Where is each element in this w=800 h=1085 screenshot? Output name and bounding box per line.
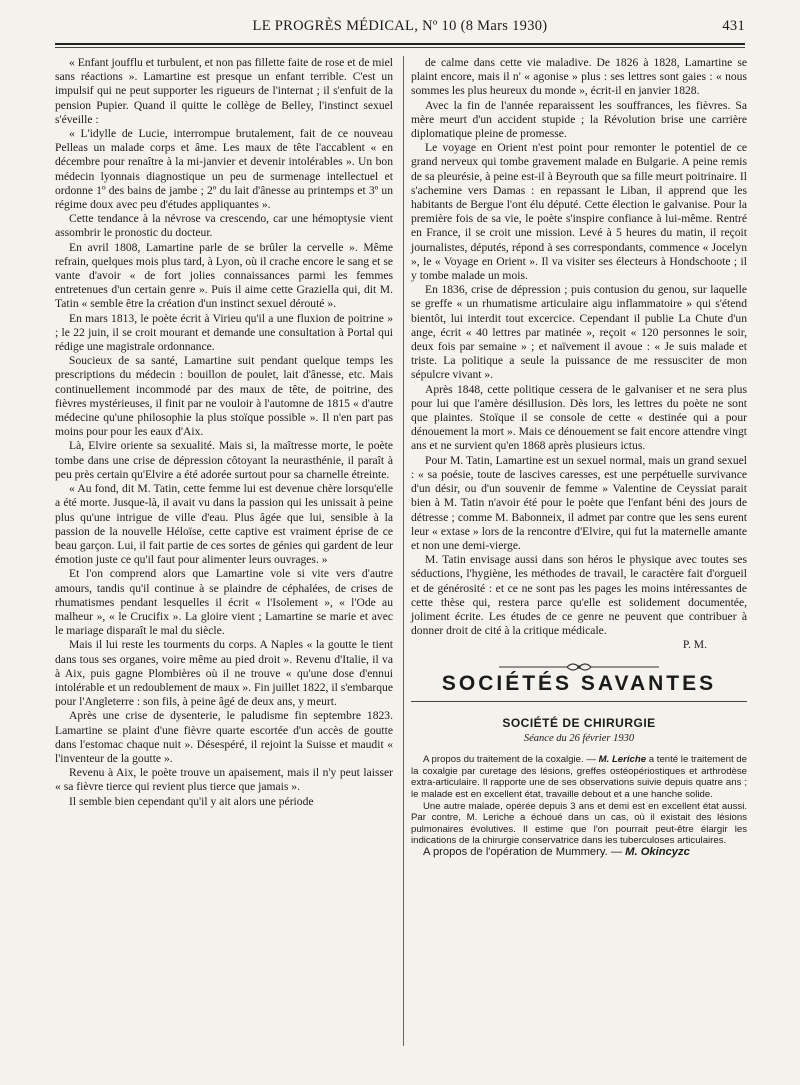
left-column	[55, 56, 393, 809]
paragraph: Après une crise de dysenterie, le paludisme fin septembre 1823. Lamartine se plaint d'une fièvre quarte escortée d'un accès de goutte dans l'estomac chaque nuit ». Désespéré, il rejoint la Suisse et maudit « l'inventeur de la goutte ».	[55, 709, 393, 765]
report-text: a tenté le traitement de la coxalgie par curetage des lésions, greffes ostéopériostiques et arthrodèse extra-articulaire. Il rapporte une de ses observations suivie depuis quatre ans ; le malade est en excellent état, travaille debout et a une hanche solide.	[411, 754, 747, 800]
paragraph: Et l'on comprend alors que Lamartine vole si vite vers d'autre amours, tandis qu'il continue à se plaindre de céphalées, de crises de rhumatismes pendant lesquelles il écrit « l'Isolement », « l'Ode au malheur », « le Crucifix ». La gloire vient ; Lamartine se marie et avec le mariage disparaît le mal du siècle.	[55, 567, 393, 638]
header-rule-thin	[55, 47, 745, 48]
author-signature: P. M.	[682, 638, 707, 652]
paragraph: « Enfant joufflu et turbulent, et non pas fillette faite de rose et de miel sans réactions ». Lamartine est presque un enfant terrible. C'est un impulsif qui ne peut supporter les rigueurs de l'internat ; il s'enfuit de la pension Pupier. Quand il quitte le collège de Belley, l'instinct sexuel s'éveille :	[55, 56, 393, 126]
paragraph: En mars 1813, le poète écrit à Virieu qu'il a une fluxion de poitrine » ; le 22 juin, il se croit mourant et demande une consultation à Portal qui rédige une magistrale ordonnance.	[55, 311, 393, 354]
paragraph: Le voyage en Orient n'est point pour remonter le potentiel de ce grand nerveux qui tombe gravement malade en Bulgarie. A peine remis de sa pleurésie, à peine est-il à Beyrouth que sa fille meurt poitrinaire. Il s'achemine vers Damas : en repassant le Liban, il apprend que les habitants de Bergue l'ont élu député. Cette élection le galvanise. Pour la première fois de sa vie, le poète s'inspire confiance à lui-même. Rentré en France, il se croit une mission. Levé à 5 heures du matin, il reçoit journalistes, députés, répond à ses correspondants, commence « Jocelyn », le « Voyage en Orient ». Il va visiter ses électeurs à Hondschoote ; il y tombe malade un mois.	[411, 141, 747, 283]
paragraph: En 1836, crise de dépression ; puis contusion du genou, sur laquelle se greffe « un rhumatisme articulaire aigu inflammatoire » qui s'étend bientôt, lui interdit tout excercice. Cependant il publie La Chute d'un ange, écrit « 40 lettres par matinée », reçoit « 120 personnes le soir, deux fois par semaine » ; et naïvement il avoue : « Je suis malade et triste. La politique a seule la puissance de me ressusciter de mon sépulcre vivant ».	[411, 283, 747, 382]
header-rule	[55, 43, 745, 45]
report-heading: A propos du traitement de la coxalgie. —	[423, 754, 596, 766]
section-rule	[411, 701, 747, 702]
society-title: SOCIÉTÉ DE CHIRURGIE	[502, 715, 656, 730]
paragraph: Pour M. Tatin, Lamartine est un sexuel normal, mais un grand sexuel : « sa poésie, toute de lascives caresses, est une perpétuelle survivance d'un désir, ou d'un souvenir de femme » Valentine de Ceyssiat parait bien à M. Tatin n'avoir été pour le poète que l'enfant béni des jours de détresse ; comme M. Babonneix, il admet par contre que les sens eurent leur « extase » lors de la rencontre d'Elvire, qui fut la maternelle amante et non une demi-vierge.	[411, 453, 747, 552]
session-date: Séance du 26 février 1930	[523, 732, 635, 744]
report-body	[411, 754, 747, 858]
paragraph: M. Tatin envisage aussi dans son héros le physique avec toutes ses séductions, l'hygiène, les méthodes de travail, le caractère fait d'orgueil et de générosité : et ce ne sont pas les pages les moins intéressantes de cette thèse qui, restera parce qu'elle est solidement documentée, joliment écrite. Les études de ce genre ne peuvent que contribuer à donner droit de cité à la critique médicale.	[411, 553, 747, 638]
paragraph: « L'idylle de Lucie, interrompue brutalement, fait de ce nouveau Pelleas un malade corps et âme. Les maux de tête l'accablent « en décembre pour renaître à la mi-janvier et devenir intolérables ». Un bon médecin lyonnais diagnostique un peu de surmenage intellectuel et ordonne 1º des bains de jambe ; 2º du lait d'ânesse au printemps et 3º un régime doux avec peu d'études appliquantes ».	[55, 127, 393, 212]
report-author: M. Leriche	[598, 754, 647, 766]
report-item	[411, 847, 747, 859]
paragraph: de calme dans cette vie maladive. De 1826 à 1828, Lamartine se plaint encore, mais il n' « agonise » plus : ses lettres sont gaies : « nous sommes les plus heureux du monde », écrit-il en janvier 1828.	[411, 56, 747, 98]
paragraph: Soucieux de sa santé, Lamartine suit pendant quelque temps les prescriptions du médecin : bouillon de poulet, lait d'ânesse, etc. Mais continuellement incommodé par des maux de tête, de poitrine, des fièvres mystérieuses, il finit par ne vouloir à l'automne de 1815 « d'autre médecine qu'une philosophie la plus stoïque possible ». Il n'en part pas moins pour pour les eaux d'Aix.	[55, 354, 393, 439]
paragraph: Revenu à Aix, le poète trouve un apaisement, mais il n'y peut laisser « sa fièvre tierce qui revient plus tierce que jamais ».	[55, 766, 393, 794]
paragraph: En avril 1808, Lamartine parle de se brûler la cervelle ». Même refrain, quelques mois plus tard, à Lyon, où il crache encore le sang et se vante d'avoir « de fort jolies connaissances parmi les femmes entretenues d'un certain genre ». Puis il aime cette Graziella qui, dit M. Tatin « semble être la création d'un instinct sexuel dérouté ».	[55, 240, 393, 311]
report-item: Une autre malade, opérée depuis 3 ans et demi est en excellent état aussi. Par contre, M. Leriche a échoué dans un cas, où il existait des lésions pulmonaires évolutives. Il estime que l'on pourrait peut-être élargir les indications de la chirurgie conservatrice dans les tuberculoses articulaires.	[411, 800, 747, 847]
section-title: SOCIÉTÉS SAVANTES	[441, 671, 717, 695]
paragraph: « Au fond, dit M. Tatin, cette femme lui est devenue chère lorsqu'elle a été morte. Jusque-là, il avait vu dans la passion qui les unissait à peine plus qu'une intrigue de ville d'eau. Plus âgée que lui, sensible à la passion de la nouvelle Héloïse, cette captive est vraiment éprise de ce beau garçon. Lui, il fait partie de ces sortes de génies qui gardent de leur émotion juste ce qu'il faut pour alimenter leurs ouvrages. »	[55, 482, 393, 567]
column-separator	[403, 56, 404, 1046]
page-header	[55, 18, 745, 40]
paragraph: Il semble bien cependant qu'il y ait alors une période	[69, 794, 314, 808]
journal-title: LE PROGRÈS MÉDICAL, Nº 10 (8 Mars 1930)	[252, 18, 548, 34]
paragraph: Mais il lui reste les tourments du corps. A Naples « la goutte le tient dans tous ses organes, voire même au pied droit ». Revenu d'Italie, il va à Aix, puis gagne Plombières où il ne trouve « qu'une dose d'ennui intolérable et un redoublement de maux ». Fin juillet 1822, il s'embarque pour l'Angleterre : son fils, à peine âgé de deux ans, y meurt.	[55, 638, 393, 709]
right-column	[411, 56, 747, 858]
page-number: 431	[722, 18, 745, 34]
report-author: M. Okincyzc	[625, 845, 690, 858]
paragraph: Avec la fin de l'année reparaissent les souffrances, les fièvres. Sa mère meurt d'un accident stupide ; la Révolution brise une carrière diplomatique pleine de promesse.	[411, 98, 747, 141]
paragraph: Après 1848, cette politique cessera de le galvaniser et ne sera plus pour lui que l'amère désillusion. Dès lors, les lettres du poète ne sont que plaintes. Stoïque il se console de cette « destinée qui a pour dénouement la mort ». Mais ce dénouement se fait encore attendre vingt ans et ne survient qu'en 1868 après plusieurs ictus.	[411, 382, 747, 453]
report-heading: A propos de l'opération de Mummery. —	[423, 845, 623, 858]
paragraph: Là, Elvire oriente sa sexualité. Mais si, la maîtresse morte, le poète tombe dans une crise de dépression côtoyant la neurasthénie, il paraît à peu près certain qu'Elvire a été adorée surtout pour sa charnelle étreinte.	[55, 439, 393, 481]
report-item	[411, 754, 747, 800]
paragraph: Cette tendance à la névrose va crescendo, car une hémoptysie vient assombrir le pronostic du docteur.	[55, 212, 393, 240]
